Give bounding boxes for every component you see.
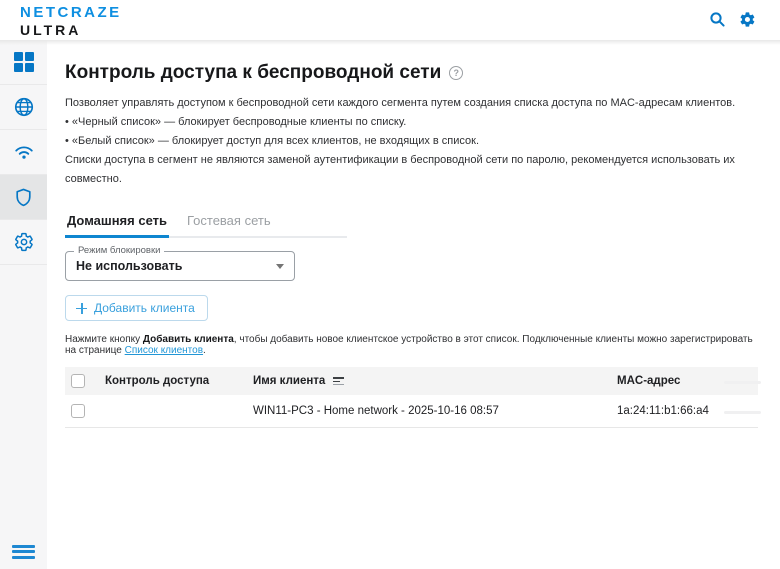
header-actions [708, 10, 756, 28]
blocking-mode-value: Не использовать [76, 259, 183, 273]
tab-guest-network[interactable]: Гостевая сеть [186, 213, 271, 228]
page-description [65, 94, 760, 189]
tab-home-network[interactable]: Домашняя сеть [65, 207, 169, 238]
select-all-checkbox[interactable] [71, 374, 85, 388]
add-client-button[interactable] [65, 295, 208, 321]
hint-mid: , чтобы добавить новое клиентское устройство в этот список. Подключенные клиенты можно зарегистрировать на странице [65, 334, 753, 356]
column-header-access-control: Контроль доступа [105, 375, 210, 387]
placeholder-line [724, 381, 761, 384]
hint-pre: Нажмите кнопку [65, 334, 143, 345]
table-header-row [65, 367, 758, 395]
hint-bold: Добавить клиента [142, 334, 234, 345]
column-header-client-name: Имя клиента [253, 375, 617, 387]
globe-icon [13, 96, 35, 118]
row-client-name: WIN11-PC3 - Home network - 2025-10-16 08:57 [253, 405, 499, 417]
hamburger-icon[interactable] [12, 545, 35, 562]
search-icon[interactable] [708, 10, 726, 28]
wifi-icon [13, 141, 35, 163]
hint-text [65, 334, 760, 356]
description-line: • «Белый список» — блокирует доступ для всех клиентов, не входящих в список. [65, 135, 480, 147]
row-checkbox[interactable] [71, 404, 85, 418]
table-row [65, 395, 758, 428]
add-client-button-label: Добавить клиента [94, 301, 195, 315]
placeholder-line [724, 411, 761, 414]
blocking-mode-label: Режим блокировки [74, 245, 164, 256]
header-shadow [0, 40, 780, 45]
brand-logo [20, 5, 122, 37]
sidebar-item-dashboard[interactable] [0, 40, 47, 85]
access-list-table [65, 367, 758, 428]
shield-icon [13, 187, 34, 208]
sidebar-item-wifi[interactable] [0, 130, 47, 175]
dashboard-icon [14, 52, 34, 72]
sidebar [0, 40, 47, 569]
sidebar-item-security[interactable] [0, 175, 47, 220]
sidebar-item-settings[interactable] [0, 220, 47, 265]
help-icon[interactable]: ? [449, 66, 463, 80]
segment-tabs [65, 205, 347, 238]
brand-name: NETCRAZE [20, 4, 122, 21]
select-all-cell [65, 374, 105, 388]
brand-model: ULTRA [20, 22, 82, 38]
description-line: Списки доступа в сегмент не являются заменой аутентификации в беспроводной сети по паролю, рекомендуется использовать их совместно. [65, 154, 735, 185]
gear-icon[interactable] [738, 10, 756, 28]
client-list-link[interactable]: Список клиентов [124, 345, 204, 356]
row-mac-address: 1a:24:11:b1:66:a4 [617, 405, 709, 417]
hint-post: . [203, 345, 206, 356]
main-content [47, 40, 780, 569]
sidebar-item-internet[interactable] [0, 85, 47, 130]
row-checkbox-cell [65, 404, 105, 418]
page-title [65, 62, 760, 84]
description-line: Позволяет управлять доступом к беспроводной сети каждого сегмента путем создания списка доступа по MAC-адресам клиентов. [65, 97, 736, 109]
app-header [0, 0, 780, 40]
page-title-text: Контроль доступа к беспроводной сети [65, 62, 442, 83]
chevron-down-icon [276, 264, 284, 269]
plus-icon [76, 303, 87, 314]
settings-icon [14, 232, 34, 252]
description-line: • «Черный список» — блокирует беспроводные клиенты по списку. [65, 116, 407, 128]
sort-icon[interactable] [333, 377, 344, 385]
blocking-mode-select[interactable] [65, 245, 295, 281]
column-header-mac-address: MAC-адрес [617, 375, 681, 387]
